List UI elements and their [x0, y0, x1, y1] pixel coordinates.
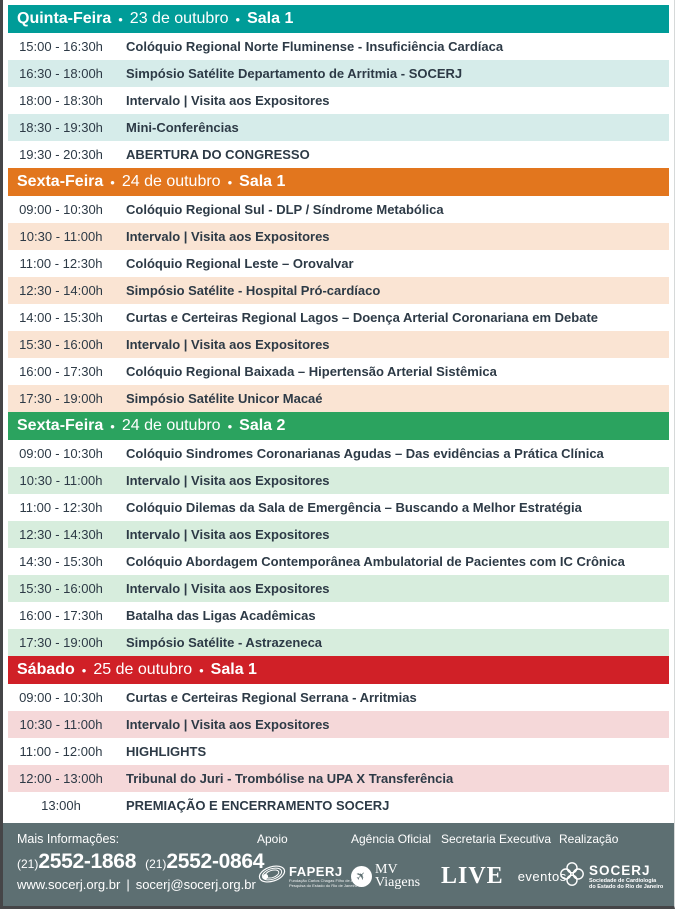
- row-time: 11:00 - 12:30h: [19, 500, 103, 515]
- column-label: Realização: [559, 832, 619, 846]
- section-room: Sala 1: [247, 10, 294, 27]
- row-title: Colóquio Sindromes Coronarianas Agudas – Das evidências a Prática Clínica: [126, 446, 604, 461]
- faperj-name: FAPERJ: [289, 864, 343, 879]
- bullet-separator: •: [118, 11, 123, 27]
- footer-column-agencia: [351, 832, 441, 900]
- section-date: 25 de outubro: [93, 661, 193, 678]
- row-time: 10:30 - 11:00h: [19, 229, 103, 244]
- bullet-separator: •: [110, 418, 115, 434]
- phone-number: 2552-0864: [166, 850, 265, 873]
- footer-contact-block: [17, 832, 265, 900]
- schedule-row: [8, 114, 669, 141]
- row-time: 17:30 - 19:00h: [19, 391, 103, 406]
- section-date: 23 de outubro: [129, 10, 229, 27]
- schedule-row: [8, 602, 669, 629]
- row-time: 19:30 - 20:30h: [19, 147, 103, 162]
- schedule-row: [8, 358, 669, 385]
- section-room: Sala 1: [239, 173, 286, 190]
- row-time: 18:30 - 19:30h: [19, 120, 103, 135]
- schedule-row: [8, 331, 669, 358]
- row-time: 14:00 - 15:30h: [19, 310, 103, 325]
- section-rows: [8, 440, 669, 656]
- socerj-subtext-2: do Estado do Rio de Janeiro: [589, 883, 664, 890]
- schedule-row: [8, 575, 669, 602]
- section-room: Sala 1: [210, 661, 257, 678]
- schedule-row: [8, 765, 669, 792]
- row-time: 11:00 - 12:30h: [19, 256, 103, 271]
- column-label: Secretaria Executiva: [441, 832, 552, 846]
- phone-numbers: [17, 850, 265, 874]
- row-time: 17:30 - 19:00h: [19, 635, 103, 650]
- row-title: ABERTURA DO CONGRESSO: [126, 147, 310, 162]
- faperj-swirl-icon: [257, 861, 287, 892]
- row-title: Curtas e Certeiras Regional Serrana - Arritmias: [126, 690, 417, 705]
- section-rows: [8, 684, 669, 819]
- section-header: [8, 5, 669, 33]
- section-header: [8, 412, 669, 440]
- mv-viagens-text: [375, 863, 420, 889]
- schedule-row: [8, 629, 669, 656]
- row-time: 11:00 - 12:00h: [19, 744, 103, 759]
- schedule-row: [8, 304, 669, 331]
- schedule-section: [8, 5, 669, 168]
- schedule-row: [8, 60, 669, 87]
- row-title: Simpósio Satélite - Hospital Pró-cardíaco: [126, 283, 381, 298]
- row-title: Colóquio Regional Leste – Orovalvar: [126, 256, 354, 271]
- schedule-row: [8, 250, 669, 277]
- row-title: Intervalo | Visita aos Expositores: [126, 337, 330, 352]
- live-subtext: eventos: [517, 868, 567, 884]
- row-title: Intervalo | Visita aos Expositores: [126, 717, 330, 732]
- website-email-line: [17, 877, 257, 892]
- schedule-section: [8, 412, 669, 656]
- row-time: 15:30 - 16:00h: [19, 337, 103, 352]
- schedule-row: [8, 33, 669, 60]
- row-title: Intervalo | Visita aos Expositores: [126, 473, 330, 488]
- schedule-row: [8, 87, 669, 114]
- row-time: 12:00 - 13:00h: [19, 771, 103, 786]
- section-rows: [8, 33, 669, 168]
- row-title: Batalha das Ligas Acadêmicas: [126, 608, 316, 623]
- schedule-row: [8, 792, 669, 819]
- footer-column-apoio: [257, 832, 368, 900]
- row-time: 10:30 - 11:00h: [19, 717, 103, 732]
- row-title: Colóquio Regional Sul - DLP / Síndrome Metabólica: [126, 202, 444, 217]
- section-date: 24 de outubro: [121, 417, 221, 434]
- schedule-row: [8, 196, 669, 223]
- faperj-subtext: Fundação Carlos Chagas Filho de Amparo à Pesquisa do Estado do Rio de Janeiro: [289, 878, 368, 888]
- socerj-text: [589, 863, 663, 890]
- bullet-separator: •: [227, 418, 233, 434]
- section-room: Sala 2: [239, 417, 286, 434]
- faperj-logo: [257, 852, 368, 900]
- row-time: 12:30 - 14:30h: [19, 527, 103, 542]
- live-name: LIVE: [441, 862, 504, 889]
- footer-column-secretaria: [441, 832, 567, 900]
- column-label: Agência Oficial: [351, 832, 432, 846]
- bullet-separator: •: [199, 662, 204, 678]
- row-time: 18:00 - 18:30h: [19, 93, 103, 108]
- row-title: Simpósio Satélite - Astrazeneca: [126, 635, 323, 650]
- schedule-row: [8, 223, 669, 250]
- section-day: Sábado: [17, 661, 75, 678]
- schedule-row: [8, 548, 669, 575]
- row-time: 16:00 - 17:30h: [19, 608, 103, 623]
- row-title: Colóquio Regional Baixada – Hipertensão Arterial Sistêmica: [126, 364, 497, 379]
- row-time: 13:00h: [41, 798, 81, 813]
- section-rows: [8, 196, 669, 412]
- schedule-row: [8, 385, 669, 412]
- schedule: [3, 0, 674, 819]
- row-time: 16:30 - 18:00h: [19, 66, 103, 81]
- schedule-row: [8, 277, 669, 304]
- mv-viagens-logo: [351, 852, 441, 900]
- row-time: 10:30 - 11:00h: [19, 473, 103, 488]
- phone-number: 2552-1868: [38, 850, 137, 873]
- row-time: 14:30 - 15:30h: [19, 554, 103, 569]
- socerj-subtext-1: Sociedade de Cardiologia: [589, 877, 657, 884]
- phone-area-code: (21): [17, 857, 39, 871]
- row-time: 15:30 - 16:00h: [19, 581, 103, 596]
- row-title: Intervalo | Visita aos Expositores: [126, 229, 330, 244]
- row-time: 09:00 - 10:30h: [19, 690, 103, 705]
- row-title: Intervalo | Visita aos Expositores: [126, 581, 330, 596]
- row-time: 09:00 - 10:30h: [19, 446, 103, 461]
- column-label: Apoio: [257, 832, 288, 846]
- bullet-separator: •: [81, 662, 87, 678]
- row-title: Simpósio Satélite Unicor Macaé: [126, 391, 323, 406]
- bullet-separator: •: [235, 11, 241, 27]
- section-day: Sexta-Feira: [17, 173, 104, 190]
- row-title: Colóquio Dilemas da Sala de Emergência – Buscando a Melhor Estratégia: [126, 500, 582, 515]
- schedule-row: [8, 141, 669, 168]
- row-title: Mini-Conferências: [126, 120, 239, 135]
- footer-column-realizacao: [559, 832, 675, 900]
- row-time: 09:00 - 10:30h: [19, 202, 103, 217]
- website-url: www.socerj.org.br: [17, 877, 121, 892]
- bullet-separator: •: [227, 174, 233, 190]
- mv-line1: MV: [375, 862, 398, 877]
- row-title: Curtas e Certeiras Regional Lagos – Doença Arterial Coronariana em Debate: [126, 310, 599, 325]
- email-address: socerj@socerj.org.br: [135, 877, 256, 892]
- row-title: Colóquio Regional Norte Fluminense - Insuficiência Cardíaca: [126, 39, 504, 54]
- row-title: Tribunal do Juri - Trombólise na UPA X Transferência: [126, 771, 454, 786]
- schedule-row: [8, 440, 669, 467]
- divider: |: [126, 877, 130, 892]
- airplane-icon: ✈: [352, 867, 371, 885]
- row-title: HIGHLIGHTS: [126, 744, 207, 759]
- schedule-row: [8, 738, 669, 765]
- schedule-section: [8, 168, 669, 412]
- schedule-row: [8, 467, 669, 494]
- more-info-label: Mais Informações:: [17, 832, 120, 846]
- row-time: 12:30 - 14:00h: [19, 283, 103, 298]
- row-title: Simpósio Satélite Departamento de Arritmia - SOCERJ: [126, 66, 463, 81]
- footer: [3, 823, 674, 906]
- row-time: 15:00 - 16:30h: [19, 39, 103, 54]
- section-date: 24 de outubro: [121, 173, 221, 190]
- phone-area-code: (21): [145, 857, 167, 871]
- bullet-separator: •: [110, 174, 115, 190]
- schedule-row: [8, 521, 669, 548]
- socerj-knot-icon: [559, 861, 585, 892]
- row-title: PREMIAÇÃO E ENCERRAMENTO SOCERJ: [126, 798, 390, 813]
- mv-line2: Viagens: [375, 875, 421, 890]
- schedule-row: [8, 494, 669, 521]
- section-header: [8, 168, 669, 196]
- row-title: Colóquio Abordagem Contemporânea Ambulatorial de Pacientes com IC Crônica: [126, 554, 625, 569]
- section-day: Sexta-Feira: [17, 417, 104, 434]
- row-title: Intervalo | Visita aos Expositores: [126, 93, 330, 108]
- schedule-row: [8, 711, 669, 738]
- row-title: Intervalo | Visita aos Expositores: [126, 527, 330, 542]
- socerj-name: SOCERJ: [589, 862, 651, 878]
- socerj-logo: [559, 852, 675, 900]
- schedule-section: [8, 656, 669, 819]
- section-day: Quinta-Feira: [17, 10, 112, 27]
- row-time: 16:00 - 17:30h: [19, 364, 103, 379]
- live-eventos-logo: [441, 852, 567, 900]
- schedule-row: [8, 684, 669, 711]
- section-header: [8, 656, 669, 684]
